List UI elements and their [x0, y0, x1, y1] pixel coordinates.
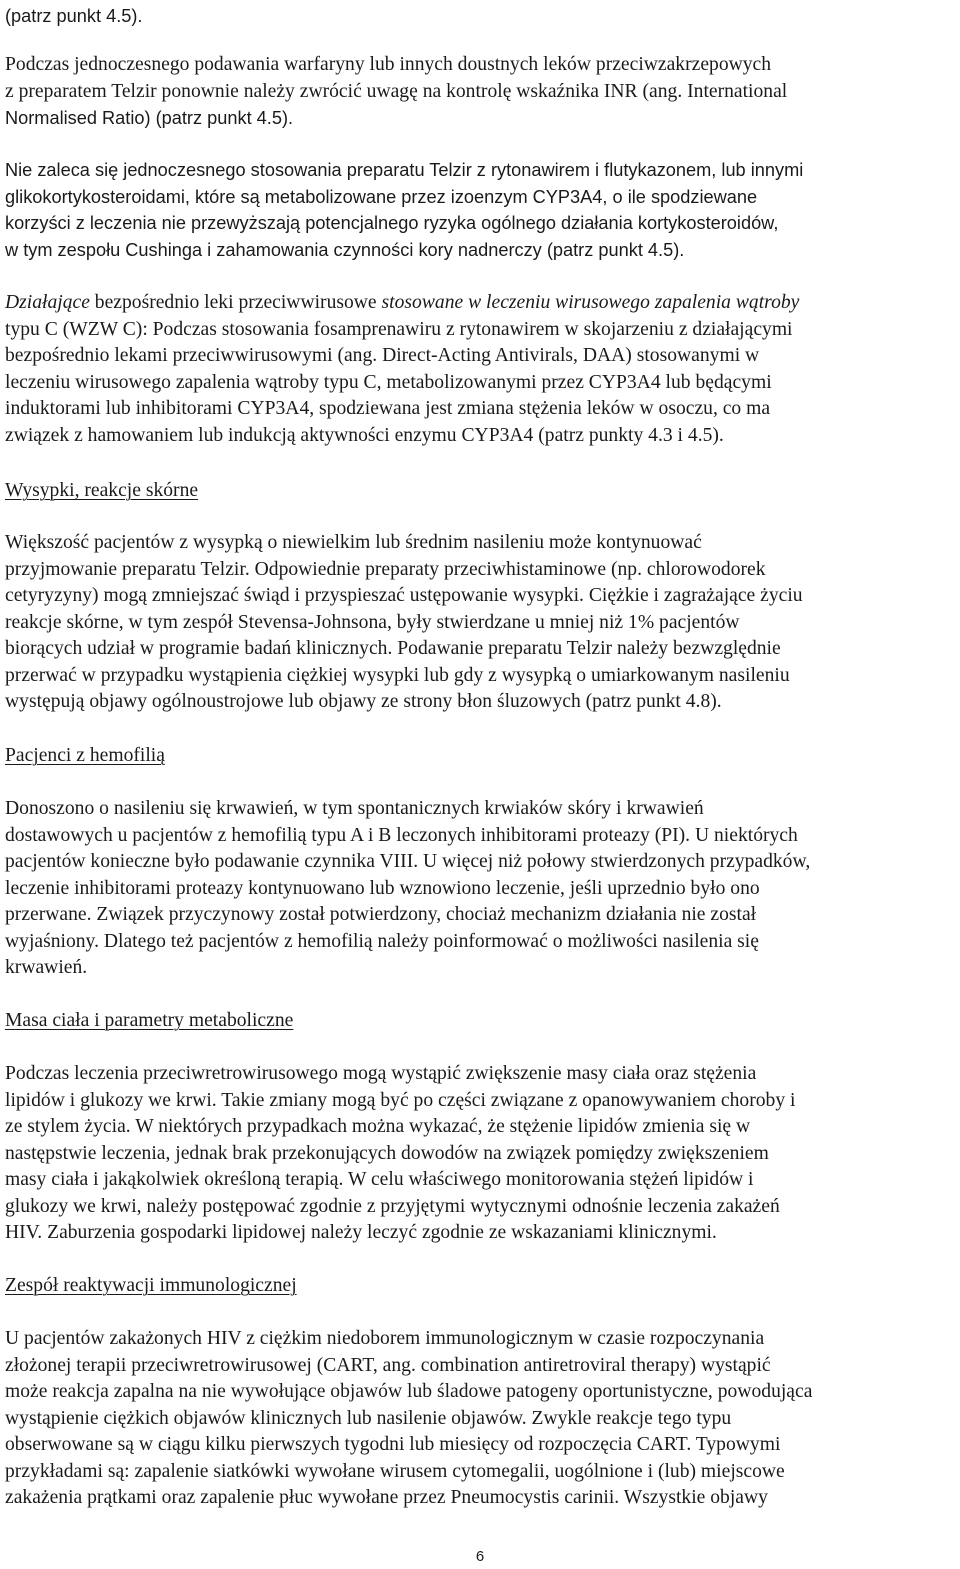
text-line: występują objawy ogólnoustrojowe lub objawy ze strony błon śluzowych (patrz punkt 4.8). [5, 691, 722, 712]
text-line: leczeniu wirusowego zapalenia wątroby typu C, metabolizowanymi przez CYP3A4 lub będącymi [5, 371, 772, 393]
text-span: bezpośrednio [89, 292, 200, 313]
text-line: obserwowane są w ciągu kilku pierwszych tygodni lub miesięcy od rozpoczęcia CART. Typowymi [5, 1434, 781, 1455]
text-line: przerwane. Związek przyczynowy został potwierdzony, chociaż mechanizm działania nie został [5, 904, 757, 925]
text-line: wyjaśniony. Dlatego też pacjentów z hemofilią należy poinformować o możliwości nasilenia się [5, 930, 759, 952]
text-line: Większość pacjentów z wysypką o niewielkim lub średnim nasileniu może kontynuować [5, 532, 702, 553]
text-line: cetyryzyny) mogą zmniejszać świąd i przyspieszać ustępowanie wysypki. Ciężkie i zagrażające życiu [5, 585, 803, 606]
text-line: przyjmowanie preparatu Telzir. Odpowiednie preparaty przeciwhistaminowe (np. chlorowodorek [5, 558, 766, 580]
text-line: następstwie leczenia, jednak brak przekonujących dowodów na związek pomiędzy zwiększeniem [5, 1142, 769, 1164]
text-line: w tym zespołu Cushinga i zahamowania czynności kory nadnerczy (patrz punkt 4.5). [5, 239, 685, 260]
text-line: pacjentów konieczne było podawanie czynnika VIII. U więcej niż połowy stwierdzonych przypadków, [5, 851, 811, 872]
paragraph-ref-continuation [5, 3, 142, 30]
text-line: HIV. Zaburzenia gospodarki lipidowej należy leczyć zgodnie ze wskazaniami klinicznymi. [5, 1222, 717, 1243]
text-line [5, 290, 955, 317]
text-line: może reakcja zapalna na nie wywołujące objawów lub śladowe patogeny oportunistyczne, powodująca [5, 1381, 813, 1402]
text-line: korzyści z leczenia nie przewyższają potencjalnego ryzyka ogólnego działania kortykosteroidów, [5, 213, 779, 233]
text-line: lipidów i glukozy we krwi. Takie zmiany mogą być po części związane z opanowywaniem choroby i [5, 1089, 796, 1111]
paragraph-warfarin [5, 52, 955, 132]
text-line: leczenie inhibitorami proteazy kontynuowano lub wznowiono leczenie, jeśli uprzednio było ono [5, 877, 760, 899]
paragraph-immune-reactivation [5, 1326, 955, 1512]
text-line: U pacjentów zakażonych HIV z ciężkim niedoborem immunologicznym w czasie rozpoczynania [5, 1328, 765, 1349]
text-line: glukozy we krwi, należy postępować zgodnie z przyjętymi wytycznymi odnośnie leczenia zakażeń [5, 1195, 780, 1217]
text-line: masy ciała i jakąkolwiek określoną terapią. W celu właściwego monitorowania stężeń lipidów i [5, 1169, 754, 1190]
text-line: Donoszono o nasileniu się krwawień, w tym spontanicznych krwiaków skóry i krwawień [5, 798, 704, 819]
paragraph-daa [5, 290, 955, 449]
page-number: 6 [475, 1548, 485, 1565]
paragraph-rash [5, 530, 955, 716]
text-line: Podczas leczenia przeciwretrowirusowego mogą wystąpić zwiększenie masy ciała oraz stężenia [5, 1063, 757, 1084]
text-line: ze stylem życia. W niektórych przypadkach można wykazać, że stężenie lipidów zmienia się w [5, 1116, 751, 1137]
text-line: związek z hamowaniem lub indukcją aktywności enzymu CYP3A4 (patrz punkty 4.3 i 4.5). [5, 424, 724, 446]
section-heading-rash: Wysypki, reakcje skórne [5, 480, 199, 501]
italic-text: stosowane w leczeniu wirusowego zapalenia wątroby [381, 292, 800, 313]
text-line: Normalised Ratio) (patrz punkt 4.5). [5, 108, 294, 128]
text-line: zakażenia prątkami oraz zapalenie płuc wywołane przez Pneumocystis carinii. Wszystkie objawy [5, 1487, 768, 1508]
text-line: glikokortykosteroidami, które są metabolizowane przez izoenzym CYP3A4, o ile spodziewane [5, 186, 758, 207]
paragraph-metabolic [5, 1061, 955, 1247]
text-line: wystąpienie ciężkich objawów klinicznych lub nasilenie objawów. Zwykle reakcje tego typu [5, 1407, 732, 1429]
text-line: złożonej terapii przeciwretrowirusowej (CART, ang. combination antiretroviral therapy) wystąpić [5, 1354, 771, 1376]
text-line: dostawowych u pacjentów z hemofilią typu A i B leczonych inhibitorami proteazy (PI). U niektórych [5, 824, 798, 846]
paragraph-hemophilia [5, 796, 955, 982]
section-heading-metabolic: Masa ciała i parametry metaboliczne [5, 1010, 294, 1031]
text-line: biorących udział w programie badań klinicznych. Podawanie preparatu Telzir należy bezwzględnie [5, 638, 781, 659]
text-line: przykładami są: zapalenie siatkówki wywołane wirusem cytomegalii, uogólnione i (lub) miejscowe [5, 1460, 785, 1482]
text-line: reakcje skórne, w tym zespół Stevensa-Johnsona, były stwierdzane u mniej niż 1% pacjentów [5, 611, 740, 633]
text-line: typu C (WZW C): Podczas stosowania fosamprenawiru z rytonawirem w skojarzeniu z działającymi [5, 318, 793, 340]
section-heading-hemophilia: Pacjenci z hemofilią [5, 745, 165, 766]
text-line: krwawień. [5, 957, 88, 978]
text-line: z preparatem Telzir ponownie należy zwrócić uwagę na kontrolę wskaźnika INR (ang. International [5, 80, 788, 102]
text-line: przerwać w przypadku wystąpienia ciężkiej wysypki lub gdy z wysypką o umiarkowanym nasileniu [5, 664, 790, 686]
text-line: bezpośrednio lekami przeciwwirusowymi (ang. Direct-Acting Antivirals, DAA) stosowanymi w [5, 345, 760, 366]
text-line: (patrz punkt 4.5). [5, 6, 143, 26]
text-line: induktorami lub inhibitorami CYP3A4, spodziewana jest zmiana stężenia leków w osoczu, co ma [5, 398, 771, 419]
paragraph-fluticasone [5, 157, 955, 263]
text-span: leki przeciwwirusowe [199, 292, 382, 313]
italic-text: Działające [5, 292, 90, 313]
text-line: Podczas jednoczesnego podawania warfaryny lub innych doustnych leków przeciwzakrzepowych [5, 54, 772, 75]
text-line: Nie zaleca się jednoczesnego stosowania preparatu Telzir z rytonawirem i flutykazonem, lub innymi [5, 160, 804, 180]
section-heading-immune-reactivation: Zespół reaktywacji immunologicznej [5, 1275, 297, 1296]
